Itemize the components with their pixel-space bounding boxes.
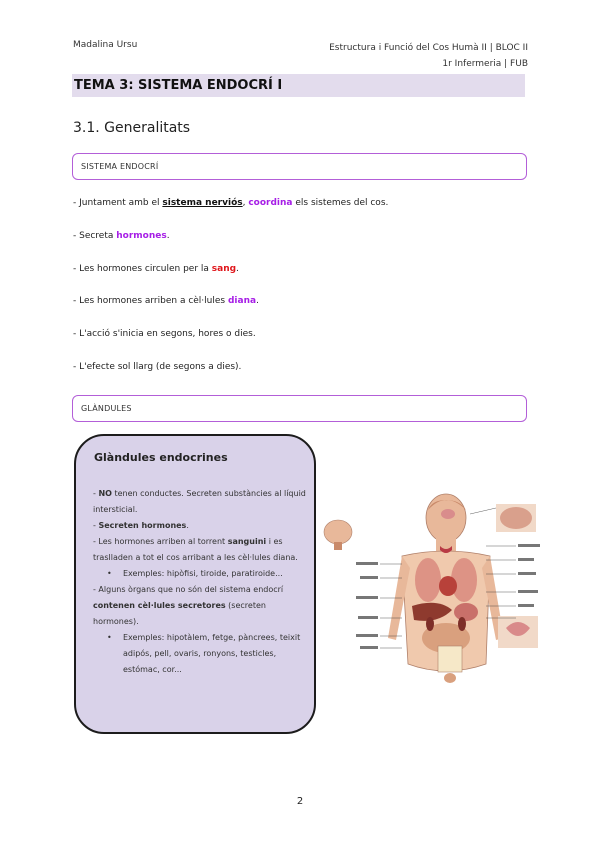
bullet-line-2 xyxy=(73,231,170,241)
highlight-diana: diana xyxy=(227,296,257,306)
text: . xyxy=(236,264,239,274)
bullet-line-6: - L'efecte sol llarg (de segons a dies). xyxy=(73,362,242,372)
header-group: 1r Infermeria | FUB xyxy=(442,59,528,69)
box-label: SISTEMA ENDOCRÍ xyxy=(81,162,159,171)
bullet-line-4 xyxy=(73,296,259,306)
title-bar xyxy=(72,74,525,97)
card-title: Glàndules endocrines xyxy=(94,451,228,464)
text: - Alguns òrgans que no són del sistema endocrí xyxy=(93,585,284,594)
card-paragraph xyxy=(93,486,308,518)
bullet-line-5: - L'acció s'inicia en segons, hores o dies. xyxy=(73,329,256,339)
box-sistema-endocri xyxy=(72,153,527,180)
text: - Secreta xyxy=(73,231,117,241)
highlight-sang: sang xyxy=(211,264,237,274)
page-title: TEMA 3: SISTEMA ENDOCRÍ I xyxy=(74,78,283,93)
card-example: • Exemples: hipòfisi, tiroide, paratiroide... xyxy=(93,566,308,582)
highlight-hormones: hormones xyxy=(116,231,167,241)
text: tenen conductes. Secreten substàncies al líquid intersticial. xyxy=(93,489,306,514)
highlight-coordina: coordina xyxy=(248,198,293,208)
card-example: • Exemples: hipotàlem, fetge, pàncrees, teixit adipós, pell, ovaris, ronyons, testicles, estómac, cor... xyxy=(93,630,308,678)
text: - Les hormones circulen per la xyxy=(73,264,212,274)
text: - Juntament amb el xyxy=(73,198,163,208)
card-paragraph xyxy=(93,518,308,534)
box-label: GLÀNDULES xyxy=(81,404,132,413)
card-paragraph xyxy=(93,582,308,630)
page-number: 2 xyxy=(296,796,304,807)
text: - xyxy=(93,489,99,498)
card-paragraph xyxy=(93,534,308,566)
text: i es traslladen a tot el cos arribant a les cèl·lules diana. xyxy=(93,537,298,562)
section-heading: 3.1. Generalitats xyxy=(73,120,191,136)
text-bold: sanguini xyxy=(227,537,267,546)
text-bold: NO xyxy=(98,489,112,498)
text: . xyxy=(186,521,189,530)
card-text xyxy=(93,486,308,678)
bullet-line-3 xyxy=(73,264,239,274)
highlight-sistema-nervios: sistema nerviós xyxy=(162,198,243,208)
text-bold: contenen cèl·lules secretores xyxy=(93,601,226,610)
glandules-card xyxy=(74,434,316,734)
header-course-info xyxy=(329,40,528,72)
box-glandules xyxy=(72,395,527,422)
text: (secreten hormones). xyxy=(93,601,266,626)
text: . xyxy=(166,231,170,241)
bullet-line-1 xyxy=(73,198,388,208)
text: , xyxy=(242,198,249,208)
text: - Les hormones arriben a cèl·lules xyxy=(73,296,228,306)
text-bold: Secreten hormones xyxy=(98,521,187,530)
text: els sistemes del cos. xyxy=(292,198,389,208)
text: - Les hormones arriben al torrent xyxy=(93,537,228,546)
text: - xyxy=(93,521,99,530)
text: . xyxy=(256,296,259,306)
header-course: Estructura i Funció del Cos Humà II | BLOC II xyxy=(329,43,528,53)
header-author: Madalina Ursu xyxy=(73,40,138,50)
endocrine-anatomy-illustration xyxy=(320,488,548,696)
